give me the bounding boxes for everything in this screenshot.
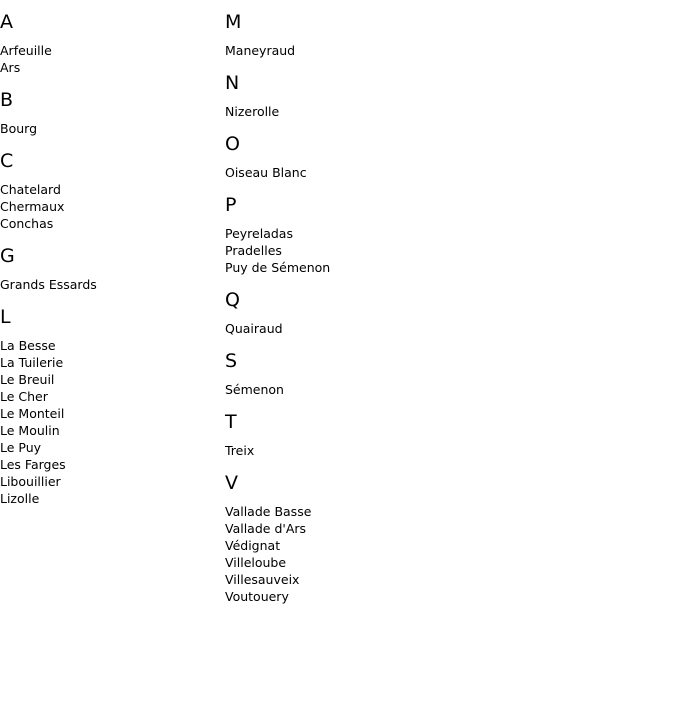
letter-heading: S [225,350,238,372]
place-link[interactable]: Puy de Sémenon [225,260,331,275]
place-link[interactable]: Vallade Basse [225,504,312,519]
place-link[interactable]: La Tuilerie [0,355,64,370]
place-link[interactable]: Le Monteil [0,406,65,421]
place-list [225,320,655,337]
letter-group-m [225,10,655,59]
place-link[interactable]: Villeloube [225,555,287,570]
place-link[interactable]: Chermaux [0,199,65,214]
letter-heading: T [225,411,237,433]
letter-heading: Q [225,289,240,311]
place-list [225,225,655,276]
place-list [225,164,655,181]
letter-group-t [225,410,655,459]
place-list [0,120,215,137]
place-list [225,103,655,120]
place-link[interactable]: Arfeuille [0,43,52,58]
letter-heading: O [225,133,240,155]
place-link[interactable]: Lizolle [0,491,40,506]
place-list [225,42,655,59]
index-column-right [225,10,655,617]
place-link[interactable]: Le Moulin [0,423,60,438]
letter-group-s [225,349,655,398]
letter-heading: B [0,89,14,111]
place-link[interactable]: La Besse [0,338,56,353]
place-list [225,442,655,459]
place-link[interactable]: Les Farges [0,457,66,472]
letter-group-n [225,71,655,120]
place-link[interactable]: Ars [0,60,21,75]
letter-heading: N [225,72,240,94]
place-link[interactable]: Grands Essards [0,277,97,292]
place-link[interactable]: Quairaud [225,321,283,336]
letter-group-o [225,132,655,181]
place-link[interactable]: Pradelles [225,243,282,258]
place-link[interactable]: Libouillier [0,474,61,489]
letter-group-v [225,471,655,605]
letter-group-l [0,305,215,507]
letter-group-p [225,193,655,276]
letter-heading: P [225,194,237,216]
place-list [225,381,655,398]
letter-heading: A [0,11,13,33]
place-list [225,503,655,605]
letter-heading: G [0,245,15,267]
place-link[interactable]: Villesauveix [225,572,300,587]
letter-heading: L [0,306,11,328]
letter-group-b [0,88,215,137]
place-link[interactable]: Voutouery [225,589,289,604]
letter-group-c [0,149,215,232]
place-link[interactable]: Peyreladas [225,226,293,241]
place-link[interactable]: Bourg [0,121,37,136]
place-link[interactable]: Treix [225,443,255,458]
place-link[interactable]: Chatelard [0,182,61,197]
place-link[interactable]: Oiseau Blanc [225,165,307,180]
place-link[interactable]: Nizerolle [225,104,280,119]
letter-group-q [225,288,655,337]
place-link[interactable]: Vallade d'Ars [225,521,307,536]
place-link[interactable]: Conchas [0,216,54,231]
index-column-left [0,10,215,519]
place-list [0,42,215,76]
place-link[interactable]: Le Puy [0,440,42,455]
letter-group-a [0,10,215,76]
place-link[interactable]: Sémenon [225,382,284,397]
place-list [0,276,215,293]
place-list [0,337,215,507]
letter-heading: C [0,150,14,172]
place-list [0,181,215,232]
letter-group-g [0,244,215,293]
place-link[interactable]: Le Cher [0,389,48,404]
place-link[interactable]: Le Breuil [0,372,55,387]
letter-heading: V [225,472,238,494]
letter-heading: M [225,11,242,33]
place-link[interactable]: Védignat [225,538,281,553]
place-link[interactable]: Maneyraud [225,43,296,58]
